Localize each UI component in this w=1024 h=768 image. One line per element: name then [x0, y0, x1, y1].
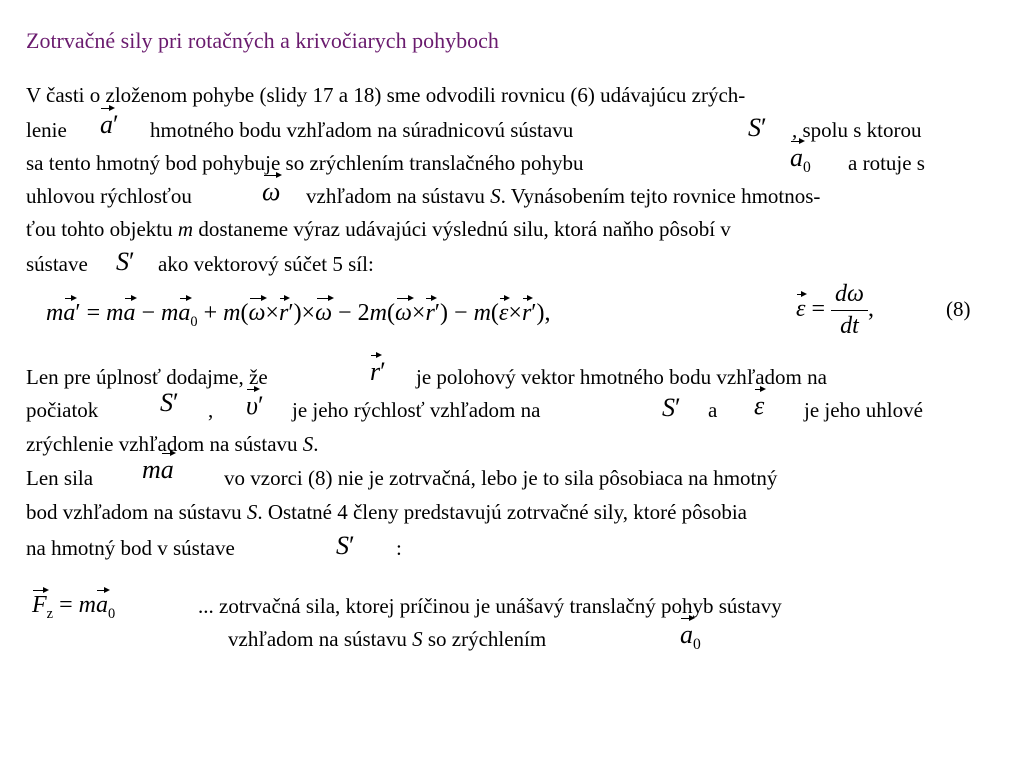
- p1-line4a: uhlovou rýchlosťou: [26, 184, 192, 208]
- a-prime-symbol: a′: [100, 110, 119, 139]
- p2-line2d: a: [708, 398, 718, 422]
- p1-line2c: , spolu s ktorou: [792, 118, 922, 142]
- p2-line4b: vo vzorci (8) nie je zotrvačná, lebo je to sila pôsobiaca na hmotný: [224, 466, 778, 490]
- p2-line6b: :: [396, 536, 402, 560]
- a0-symbol: $a_0$: [680, 620, 701, 654]
- s-prime-symbol: S′: [748, 113, 767, 142]
- p1-line4b: vzhľadom na sústavu S. Vynásobením tejto rovnice hmotnos-: [306, 184, 821, 208]
- p2-line2e: je jeho uhlové: [804, 398, 923, 422]
- p3-line2: vzhľadom na sústavu S so zrýchlením: [228, 627, 547, 651]
- p1-line5: ťou tohto objektu m dostaneme výraz udávajúci výslednú silu, ktorá naňho pôsobí v: [26, 217, 731, 241]
- p2-line2b: ,: [208, 398, 214, 422]
- p2-line1b: je polohový vektor hmotného bodu vzhľadom na: [416, 365, 827, 389]
- p2-line5: bod vzhľadom na sústavu S. Ostatné 4 členy predstavujú zotrvačné sily, ktoré pôsobia: [26, 500, 747, 524]
- p1-line6b: ako vektorový súčet 5 síl:: [158, 252, 374, 276]
- s-prime-symbol: S′: [336, 531, 355, 560]
- p1-line2b: hmotného bodu vzhľadom na súradnicovú sústavu: [150, 118, 574, 142]
- p1-line6a: sústave: [26, 252, 88, 276]
- p2-line2a: počiatok: [26, 398, 99, 422]
- s-prime-symbol: S′: [160, 388, 179, 417]
- p1-line3b: a rotuje s: [848, 151, 925, 175]
- s-prime-symbol: S′: [116, 247, 135, 276]
- page-title: Zotrvačné sily pri rotačných a krivočiarych pohyboch: [26, 28, 499, 53]
- ma-symbol: ma: [142, 455, 174, 484]
- frac-numerator: dω: [831, 281, 868, 311]
- s-prime-symbol: S′: [662, 393, 681, 422]
- r-prime-symbol: r′: [370, 357, 386, 386]
- p2-line6a: na hmotný bod v sústave: [26, 536, 235, 560]
- p2-line2c: je jeho rýchlosť vzhľadom na: [292, 398, 541, 422]
- p1-line1: V časti o zloženom pohybe (slidy 17 a 18) sme odvodili rovnicu (6) udávajúcu zrých-: [26, 83, 746, 107]
- p1-line2a: lenie: [26, 118, 67, 142]
- p3-line1: ... zotrvačná sila, ktorej príčinou je unášavý translačný pohyb sústavy: [198, 594, 782, 618]
- a0-symbol: $a_0$: [790, 143, 811, 177]
- fz-equation: $F_z = ma_0$: [32, 592, 116, 622]
- epsilon-symbol: ε: [754, 391, 765, 420]
- p2-line1a: Len pre úplnosť dodajme, že: [26, 365, 268, 389]
- p2-line4a: Len sila: [26, 466, 94, 490]
- p2-line3: zrýchlenie vzhľadom na sústavu S.: [26, 432, 319, 456]
- equation-number: (8): [946, 297, 971, 321]
- equation-8: ma′ = ma − $ma_0 + m(\omega\times r')\times\omega - 2m(\omega\times r') - m(\varepsilon\times r')$,: [46, 300, 551, 330]
- p1-line3a: sa tento hmotný bod pohybuje so zrýchlením translačného pohybu: [26, 151, 584, 175]
- v-prime-symbol: υ′: [246, 391, 264, 420]
- omega-symbol: ω: [262, 177, 281, 206]
- epsilon-definition: ε = $\frac{d\omega}{dt}$ ,: [796, 281, 874, 339]
- frac-denominator: dt: [840, 313, 859, 339]
